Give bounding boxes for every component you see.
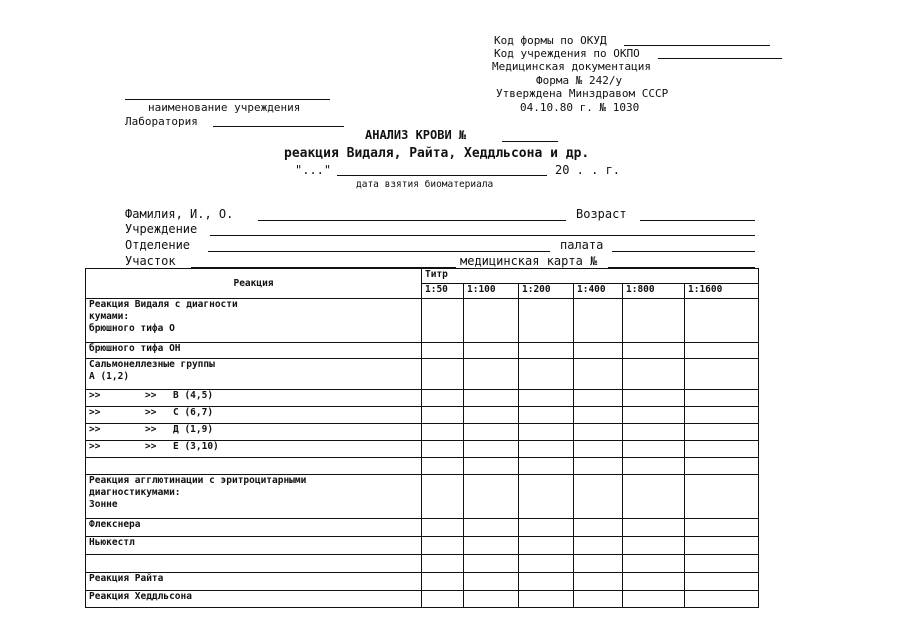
reaction-cell: [86, 343, 422, 359]
titer-result-cell[interactable]: [422, 555, 464, 573]
results-table: [85, 268, 759, 608]
reaction-cell: [86, 441, 422, 458]
reaction-line: брюшного тифа О: [89, 323, 175, 334]
reaction-line: Ньюкестл: [89, 537, 135, 548]
titer-result-cell[interactable]: [685, 359, 759, 390]
table-row: [86, 573, 759, 591]
titer-result-cell[interactable]: [422, 359, 464, 390]
group-label: Е (3,10): [173, 441, 219, 452]
table-row: [86, 424, 759, 441]
titer-result-cell[interactable]: [422, 343, 464, 359]
titer-result-cell[interactable]: [685, 573, 759, 591]
titer-result-cell[interactable]: [574, 424, 623, 441]
titer-result-cell[interactable]: [623, 424, 685, 441]
titer-result-cell[interactable]: [464, 343, 519, 359]
titer-result-cell[interactable]: [464, 555, 519, 573]
titer-result-cell[interactable]: [685, 424, 759, 441]
arrow-mid: >>: [145, 407, 157, 418]
okud-field[interactable]: [624, 45, 770, 46]
table-row: [86, 537, 759, 555]
titer-1-1600: 1:1600: [685, 284, 759, 299]
analysis-title: АНАЛИЗ КРОВИ №: [365, 128, 467, 142]
district-label: Участок: [125, 254, 176, 268]
department-field[interactable]: [208, 251, 550, 252]
titer-result-cell[interactable]: [574, 555, 623, 573]
table-row: [86, 458, 759, 475]
titer-result-cell[interactable]: [422, 475, 464, 519]
titer-result-cell[interactable]: [464, 441, 519, 458]
okpo-field[interactable]: [658, 58, 782, 59]
titer-result-cell[interactable]: [422, 537, 464, 555]
reaction-line: [89, 458, 418, 470]
titer-result-cell[interactable]: [422, 573, 464, 591]
titer-result-cell[interactable]: [623, 475, 685, 519]
titer-result-cell[interactable]: [519, 424, 574, 441]
age-label: Возраст: [576, 207, 627, 221]
reaction-cell: [86, 458, 422, 475]
titer-1-100: 1:100: [464, 284, 519, 299]
reaction-cell: [86, 407, 422, 424]
reaction-cell: [86, 537, 422, 555]
titer-result-cell[interactable]: [574, 299, 623, 343]
table-row: [86, 407, 759, 424]
reaction-cell: [86, 424, 422, 441]
titer-result-cell[interactable]: [422, 458, 464, 475]
titer-result-cell[interactable]: [464, 359, 519, 390]
reaction-cell: [86, 573, 422, 591]
okpo-label: Код учреждения по ОКПО: [494, 47, 640, 60]
reaction-line: Флекснера: [89, 519, 141, 530]
table-row: [86, 343, 759, 359]
date-caption: дата взятия биоматериала: [356, 179, 494, 190]
analysis-number-field[interactable]: [502, 141, 558, 142]
titer-1-800: 1:800: [623, 284, 685, 299]
titer-result-cell[interactable]: [574, 343, 623, 359]
arrow-prefix: >>: [89, 424, 101, 435]
titer-result-cell[interactable]: [464, 407, 519, 424]
date-day: "...": [295, 163, 332, 177]
titer-result-cell[interactable]: [574, 359, 623, 390]
titer-result-cell[interactable]: [685, 441, 759, 458]
titer-result-cell[interactable]: [519, 519, 574, 537]
titer-result-cell[interactable]: [519, 359, 574, 390]
titer-1-50: 1:50: [422, 284, 464, 299]
titer-result-cell[interactable]: [464, 591, 519, 608]
institution-name-field[interactable]: [125, 99, 330, 100]
arrow-mid: >>: [145, 424, 157, 435]
titer-result-cell[interactable]: [623, 537, 685, 555]
arrow-prefix: >>: [89, 390, 101, 401]
reaction-line: Зонне: [89, 499, 118, 510]
reaction-header: Реакция: [86, 269, 422, 299]
analysis-subtitle: реакция Видаля, Райта, Хеддльсона и др.: [284, 146, 590, 161]
titer-result-cell[interactable]: [623, 519, 685, 537]
titer-result-cell[interactable]: [519, 591, 574, 608]
reaction-line: [89, 555, 418, 567]
titer-result-cell[interactable]: [623, 591, 685, 608]
titer-result-cell[interactable]: [574, 458, 623, 475]
titer-result-cell[interactable]: [574, 441, 623, 458]
results-body: [86, 299, 759, 608]
titer-result-cell[interactable]: [422, 390, 464, 407]
okud-label: Код формы по ОКУД: [494, 34, 607, 47]
titer-result-cell[interactable]: [519, 475, 574, 519]
titer-result-cell[interactable]: [574, 390, 623, 407]
table-row: [86, 390, 759, 407]
lab-label: Лаборатория: [125, 115, 198, 128]
titer-result-cell[interactable]: [623, 573, 685, 591]
date-month-field[interactable]: [337, 175, 547, 176]
titer-result-cell[interactable]: [623, 555, 685, 573]
titer-result-cell[interactable]: [685, 343, 759, 359]
titer-result-cell[interactable]: [623, 299, 685, 343]
titer-1-200: 1:200: [519, 284, 574, 299]
approved-by: Утверждена Минздравом СССР: [496, 87, 669, 100]
age-field[interactable]: [640, 220, 755, 221]
titer-result-cell[interactable]: [464, 390, 519, 407]
titer-result-cell[interactable]: [519, 555, 574, 573]
institution-caption: наименование учреждения: [148, 101, 301, 114]
reaction-cell: [86, 359, 422, 390]
titer-result-cell[interactable]: [422, 519, 464, 537]
titer-result-cell[interactable]: [685, 475, 759, 519]
patient-institution-label: Учреждение: [125, 222, 198, 236]
reaction-cell: [86, 475, 422, 519]
group-label: Д (1,9): [173, 424, 214, 435]
titer-result-cell[interactable]: [464, 424, 519, 441]
titer-result-cell[interactable]: [685, 458, 759, 475]
titer-result-cell[interactable]: [685, 555, 759, 573]
table-row: [86, 441, 759, 458]
titer-result-cell[interactable]: [685, 519, 759, 537]
titer-result-cell[interactable]: [422, 441, 464, 458]
reaction-line: Сальмонеллезные группы: [89, 359, 215, 370]
form-number: Форма № 242/у: [536, 74, 623, 87]
lab-field[interactable]: [213, 126, 344, 127]
reaction-line: Реакция Видаля с диагности: [89, 299, 238, 310]
reaction-cell: [86, 299, 422, 343]
titer-result-cell[interactable]: [464, 537, 519, 555]
reaction-line: диагностикумами:: [89, 487, 181, 498]
approved-date: 04.10.80 г. № 1030: [520, 101, 640, 114]
titer-result-cell[interactable]: [422, 591, 464, 608]
reaction-line: брюшного тифа ОН: [89, 343, 181, 354]
titer-result-cell[interactable]: [519, 390, 574, 407]
titer-result-cell[interactable]: [519, 299, 574, 343]
arrow-mid: >>: [145, 390, 157, 401]
arrow-prefix: >>: [89, 407, 101, 418]
table-row: [86, 519, 759, 537]
titer-result-cell[interactable]: [422, 424, 464, 441]
titer-header: Титр: [422, 269, 759, 284]
arrow-prefix: >>: [89, 441, 101, 452]
titer-result-cell[interactable]: [574, 573, 623, 591]
reaction-cell: [86, 591, 422, 608]
titer-result-cell[interactable]: [519, 573, 574, 591]
titer-result-cell[interactable]: [519, 458, 574, 475]
reaction-cell: [86, 519, 422, 537]
name-label: Фамилия, И., О.: [125, 207, 234, 221]
reaction-line: Реакция Райта: [89, 573, 164, 584]
titer-result-cell[interactable]: [464, 299, 519, 343]
titer-result-cell[interactable]: [422, 299, 464, 343]
titer-result-cell[interactable]: [422, 407, 464, 424]
card-label: медицинская карта №: [460, 254, 598, 268]
titer-result-cell[interactable]: [685, 390, 759, 407]
titer-result-cell[interactable]: [685, 299, 759, 343]
reaction-line: кумами:: [89, 311, 130, 322]
med-doc-label: Медицинская документация: [492, 60, 651, 73]
titer-result-cell[interactable]: [623, 407, 685, 424]
group-label: В (4,5): [173, 390, 214, 401]
titer-result-cell[interactable]: [464, 458, 519, 475]
titer-result-cell[interactable]: [574, 591, 623, 608]
table-row: [86, 555, 759, 573]
titer-result-cell[interactable]: [623, 390, 685, 407]
titer-result-cell[interactable]: [519, 537, 574, 555]
name-field[interactable]: [258, 220, 566, 221]
titer-result-cell[interactable]: [623, 458, 685, 475]
titer-result-cell[interactable]: [623, 441, 685, 458]
titer-result-cell[interactable]: [519, 343, 574, 359]
titer-result-cell[interactable]: [574, 475, 623, 519]
reaction-line: Реакция агглютинации с эритроцитарными: [89, 475, 307, 486]
table-row: [86, 359, 759, 390]
department-label: Отделение: [125, 238, 191, 252]
titer-result-cell[interactable]: [519, 407, 574, 424]
arrow-mid: >>: [145, 441, 157, 452]
titer-result-cell[interactable]: [574, 407, 623, 424]
table-row: [86, 299, 759, 343]
titer-result-cell[interactable]: [519, 441, 574, 458]
titer-result-cell[interactable]: [464, 475, 519, 519]
titer-result-cell[interactable]: [464, 573, 519, 591]
reaction-cell: [86, 555, 422, 573]
titer-1-400: 1:400: [574, 284, 623, 299]
titer-result-cell[interactable]: [685, 407, 759, 424]
titer-result-cell[interactable]: [574, 537, 623, 555]
ward-label: палата: [560, 238, 604, 252]
patient-institution-field[interactable]: [210, 235, 755, 236]
reaction-cell: [86, 390, 422, 407]
titer-result-cell[interactable]: [685, 537, 759, 555]
titer-result-cell[interactable]: [623, 359, 685, 390]
table-row: [86, 475, 759, 519]
date-year: 20 . . г.: [555, 163, 621, 177]
ward-field[interactable]: [612, 251, 755, 252]
titer-result-cell[interactable]: [685, 591, 759, 608]
titer-result-cell[interactable]: [623, 343, 685, 359]
reaction-line: Реакция Хеддльсона: [89, 591, 192, 602]
group-label: С (6,7): [173, 407, 214, 418]
titer-result-cell[interactable]: [464, 519, 519, 537]
table-row: [86, 591, 759, 608]
reaction-line: А (1,2): [89, 371, 130, 382]
titer-result-cell[interactable]: [574, 519, 623, 537]
